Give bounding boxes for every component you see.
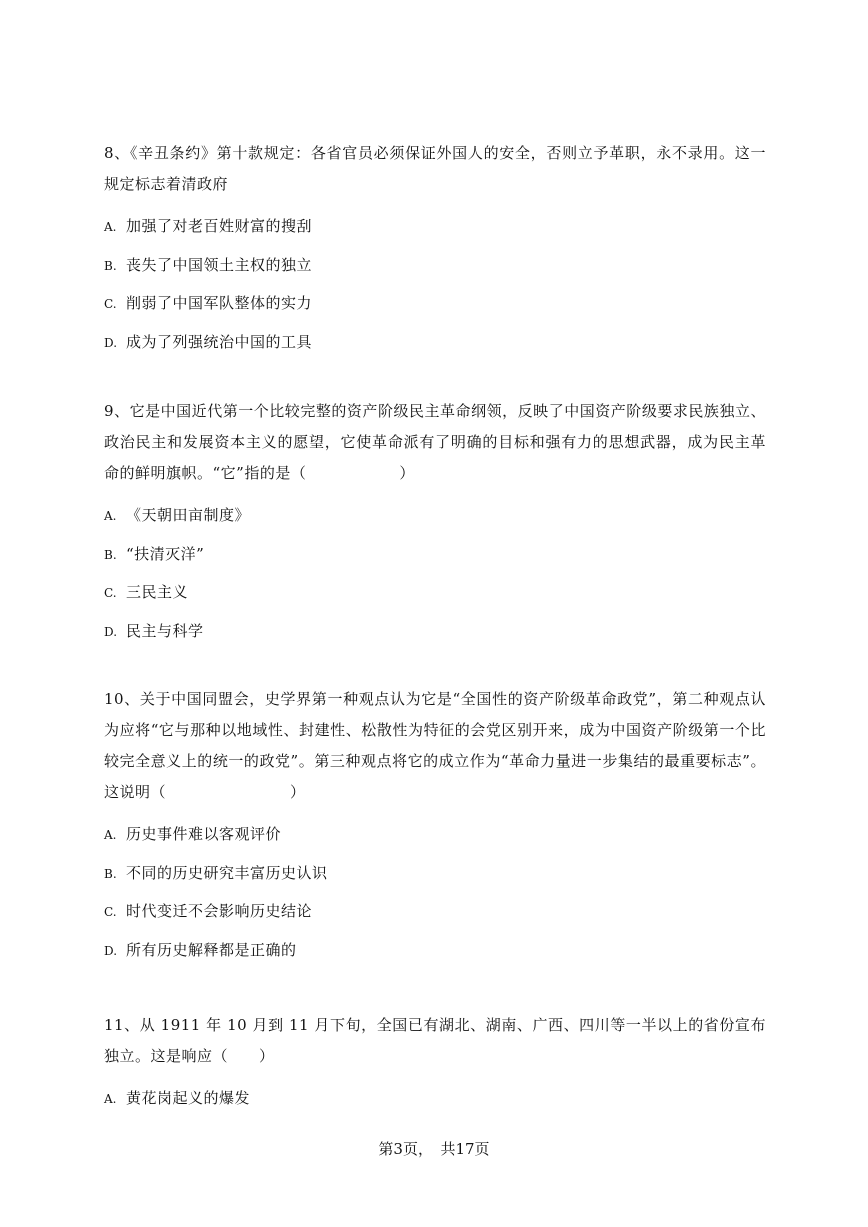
option-letter: A.	[104, 220, 117, 234]
option-text: 黄花岗起义的爆发	[126, 1089, 251, 1107]
question-10	[104, 684, 766, 969]
option-text: 时代变迁不会影响历史结论	[126, 902, 313, 920]
question-stem: 8、《辛丑条约》第十款规定：各省官员必须保证外国人的安全，否则立予革职，永不录用。这一规定标志着清政府	[104, 144, 766, 193]
option-list	[104, 496, 766, 650]
option-text: 成为了列强统治中国的工具	[126, 332, 313, 351]
option-a	[104, 815, 766, 854]
option-text: 民主与科学	[126, 621, 204, 640]
option-letter: D.	[104, 624, 118, 639]
option-text: 削弱了中国军队整体的实力	[126, 294, 313, 312]
option-c	[104, 284, 766, 323]
option-letter: D.	[104, 335, 118, 350]
option-b	[104, 854, 766, 893]
option-letter: B.	[104, 547, 117, 562]
question-11	[104, 1010, 766, 1118]
option-d	[104, 612, 766, 651]
option-d	[104, 931, 766, 970]
option-letter: B.	[104, 866, 117, 881]
option-text: 《天朝田亩制度》	[126, 506, 251, 524]
option-text: 所有历史解释都是正确的	[126, 940, 297, 959]
page-number: 第3页， 共17页	[378, 1140, 490, 1158]
option-letter: D.	[104, 943, 118, 958]
option-text: “扶清灭洋”	[126, 544, 205, 563]
option-text: 历史事件难以客观评价	[126, 825, 282, 843]
option-c	[104, 892, 766, 931]
option-text: 加强了对老百姓财富的搜刮	[126, 217, 313, 235]
option-letter: A.	[104, 1092, 117, 1106]
option-c	[104, 573, 766, 612]
option-letter: A.	[104, 828, 117, 842]
option-b	[104, 535, 766, 574]
option-text: 不同的历史研究丰富历史认识	[126, 863, 328, 882]
option-b	[104, 246, 766, 285]
option-list	[104, 815, 766, 969]
question-9	[104, 396, 766, 650]
option-letter: C.	[104, 297, 117, 311]
question-stem: 11、从 1911 年 10 月到 11 月下旬，全国已有湖北、湖南、广西、四川等一半以上的省份宣布独立。这是响应（ ）	[104, 1016, 766, 1065]
option-text: 三民主义	[126, 583, 189, 601]
option-letter: C.	[104, 905, 117, 919]
option-list	[104, 207, 766, 361]
option-letter: C.	[104, 586, 117, 600]
question-stem: 10、关于中国同盟会，史学界第一种观点认为它是“全国性的资产阶级革命政党”，第二种观点认为应将“它与那种以地域性、封建性、松散性为特征的会党区别开来，成为中国资产阶级第一个比较完全意义上的统一的政党”。第三种观点将它的成立作为“革命力量进一步集结的最重要标志”。这说明（ ）	[104, 690, 766, 801]
option-d	[104, 323, 766, 362]
option-a	[104, 496, 766, 535]
option-letter: B.	[104, 258, 117, 273]
option-list	[104, 1079, 766, 1118]
option-text: 丧失了中国领土主权的独立	[126, 255, 313, 274]
option-letter: A.	[104, 509, 117, 523]
option-a	[104, 1079, 766, 1118]
option-a	[104, 207, 766, 246]
question-stem: 9、它是中国近代第一个比较完整的资产阶级民主革命纲领，反映了中国资产阶级要求民族独立、政治民主和发展资本主义的愿望，它使革命派有了明确的目标和强有力的思想武器，成为民主革命的鲜明旗帜。“它”指的是（ ）	[104, 402, 766, 482]
question-8	[104, 138, 766, 361]
